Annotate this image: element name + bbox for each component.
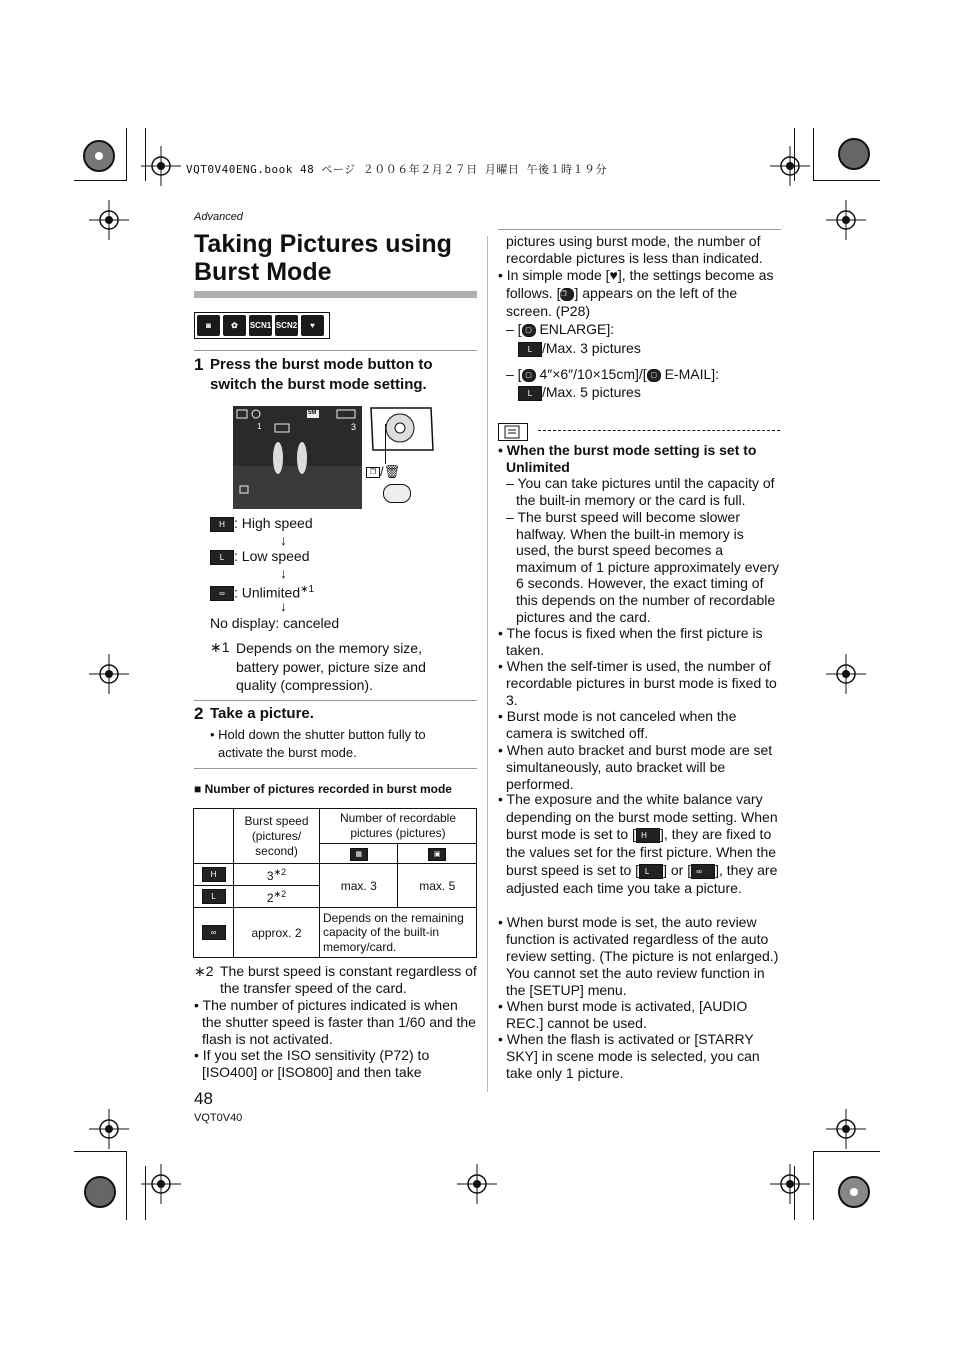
burst-mode-low: L : Low speed xyxy=(210,548,310,565)
bullet: • When burst mode is set, the auto review function is activated regardless of the auto review setting. (The picture is not enlarged.) You cannot set the auto review function in the [SETUP] menu. xyxy=(498,914,779,998)
note-dashes xyxy=(538,430,780,431)
crosshair-icon xyxy=(89,654,129,694)
max-right: max. 5 xyxy=(398,864,477,908)
table-row-high xyxy=(194,864,234,886)
bullet: • When the flash is activated or [STARRY SKY] in scene mode is selected, you can take only 1 picture. xyxy=(498,1031,760,1081)
bullet: • When the self-timer is used, the number of recordable pictures in burst mode is fixed to 3. xyxy=(498,658,777,708)
speed-low: $2^{∗2}$ xyxy=(234,886,320,908)
note-title: • When the burst mode setting is set to Unlimited xyxy=(498,442,757,475)
arrow-down-icon: ↓ xyxy=(280,598,287,614)
footnote-mark: ∗1 xyxy=(210,639,230,655)
size-grid-icon: ▦ xyxy=(320,844,398,864)
heart-icon: ♥ xyxy=(609,267,618,283)
email-max: L /Max. 5 pictures xyxy=(518,384,641,401)
lcd-count: 3 xyxy=(351,422,357,432)
crosshair-icon xyxy=(457,1164,497,1204)
step-2-bullet: • Hold down the shutter button fully to activate the burst mode. xyxy=(210,727,426,760)
divider xyxy=(194,350,477,351)
burst-table xyxy=(193,808,477,958)
exposure-bullet: • The exposure and the white balance vary depending on the burst mode setting. When burst mode is set to [ H ], they are fixed to the values set for the first picture. When the burst speed is set to [ L ] or [ ∞ ], they are adjusted each time you take a picture. xyxy=(498,791,778,896)
burst-unlimited-icon: ∞ xyxy=(210,586,234,601)
pointer-line xyxy=(385,424,386,464)
applicable-modes xyxy=(194,312,330,339)
footnote-mark: ∗2 xyxy=(194,963,214,979)
crosshair-icon xyxy=(141,1164,181,1204)
crosshair-icon xyxy=(141,146,181,186)
bullet: • When burst mode is activated, [AUDIO REC.] cannot be used. xyxy=(498,998,748,1031)
step-number: 2 xyxy=(194,704,204,723)
table-row-unlimited xyxy=(194,908,234,958)
scn1-icon: SCN1 xyxy=(249,315,272,336)
max-left: max. 3 xyxy=(320,864,398,908)
registration-wheel-icon xyxy=(80,1172,120,1212)
divider xyxy=(498,229,781,230)
arrow-down-icon: ↓ xyxy=(280,565,287,581)
burst-mode-none: No display: canceled xyxy=(210,615,340,631)
burst-button[interactable] xyxy=(383,484,411,503)
table-heading: ■ Number of pictures recorded in burst mode xyxy=(194,782,452,796)
crosshair-icon xyxy=(89,1109,129,1149)
size-single-icon: ▣ xyxy=(398,844,477,864)
burst-speed-header: Burst speed (pictures/ second) xyxy=(234,809,320,864)
email-icon: ▢ xyxy=(647,369,661,382)
footnote-1: Depends on the memory size, battery power, picture size and quality (compression). xyxy=(236,640,426,693)
print-header: VQT0V40ENG.book 48 ページ ２００６年２月２７日 月曜日 午後１時１９分 xyxy=(186,163,607,176)
burst-low-icon: L xyxy=(202,889,226,904)
bullet: • When auto bracket and burst mode are set simultaneously, auto bracket will be performed. xyxy=(498,742,773,792)
burst-low-icon: L xyxy=(518,342,542,357)
lcd-size: 5M xyxy=(308,410,317,416)
lcd-number: 1 xyxy=(257,422,262,431)
crosshair-icon xyxy=(770,1164,810,1204)
crosshair-icon xyxy=(770,146,810,186)
bullet: • Burst mode is not canceled when the camera is switched off. xyxy=(498,708,737,741)
burst-high-icon: H xyxy=(636,828,660,843)
trash-icon: 🗑 xyxy=(383,464,401,479)
burst-indicator-icon: ❐ xyxy=(560,288,574,301)
scn2-icon: SCN2 xyxy=(275,315,298,336)
bullet: • The focus is fixed when the first picture is taken. xyxy=(498,625,763,658)
column-separator xyxy=(487,236,488,1092)
note-icon xyxy=(498,423,528,441)
page-number: 48 xyxy=(194,1089,213,1108)
step-2-text: Take a picture. xyxy=(210,705,314,722)
unlimited-note: Depends on the remaining capacity of the built-in memory/card. xyxy=(320,908,477,958)
bullet: • The number of pictures indicated is when the shutter speed is faster than 1/60 and the flash is not activated. xyxy=(194,997,476,1047)
registration-wheel-icon xyxy=(834,134,874,174)
heart-icon: ♥ xyxy=(301,315,324,336)
crosshair-icon xyxy=(826,200,866,240)
burst-low-icon: L xyxy=(210,550,234,565)
model-code: VQT0V40 xyxy=(194,1112,243,1124)
print-size-icon: ▢ xyxy=(522,369,536,382)
crosshair-icon xyxy=(89,200,129,240)
enlarge-icon: ▢ xyxy=(522,324,536,337)
macro-icon: ✿ xyxy=(223,315,246,336)
registration-wheel-icon xyxy=(79,136,119,176)
camera-icon: ◙ xyxy=(197,315,220,336)
burst-low-icon: L xyxy=(639,864,663,879)
burst-high-icon: H xyxy=(210,517,234,532)
divider xyxy=(194,700,477,701)
burst-unlimited-icon: ∞ xyxy=(691,864,715,879)
burst-low-icon: L xyxy=(518,386,542,401)
burst-mode-unlimited: ∞ : Unlimited$^{∗1}$ xyxy=(210,581,314,602)
lcd-screen-illustration xyxy=(233,406,362,509)
footnote-2: The burst speed is constant regardless of the transfer speed of the card. xyxy=(220,963,477,996)
recordable-header: Number of recordable pictures (pictures) xyxy=(320,809,477,844)
simple-mode-bullet: • In simple mode [♥], the settings become as follows. [❐ ] appears on the left of the screen. (P28) xyxy=(498,267,774,319)
burst-unlimited-icon: ∞ xyxy=(202,925,226,940)
camera-back-illustration xyxy=(369,406,435,454)
crosshair-icon xyxy=(826,654,866,694)
note-sub: – The burst speed will become slower halfway. When the built-in memory is used, the burst speed becomes a maximum of 1 picture approximately every 6 seconds. However, the exact timing of this depends on the number of recordable pictures and the card. xyxy=(506,509,779,625)
section-label: Advanced xyxy=(194,211,243,223)
title-underline-bar xyxy=(194,291,477,298)
note-sub: – You can take pictures until the capacity of the built-in memory or the card is full. xyxy=(506,475,775,508)
divider xyxy=(194,768,477,769)
arrow-down-icon: ↓ xyxy=(280,532,287,548)
burst-mode-high: H : High speed xyxy=(210,515,313,532)
bullet: • If you set the ISO sensitivity (P72) to [ISO400] or [ISO800] and then take xyxy=(194,1047,430,1080)
continuation-text: pictures using burst mode, the number of recordable pictures is less than indicated. xyxy=(506,233,763,266)
table-row-low xyxy=(194,886,234,908)
page-title: Taking Pictures using Burst Mode xyxy=(194,230,452,286)
step-1-text: Press the burst mode button to switch the burst mode setting. xyxy=(210,356,433,393)
crosshair-icon xyxy=(826,1109,866,1149)
registration-wheel-icon xyxy=(834,1172,874,1212)
email-option: – [ ▢ 4″×6″/10×15cm]/[ ▢ E-MAIL]: xyxy=(506,366,720,382)
enlarge-max: L /Max. 3 pictures xyxy=(518,340,641,357)
enlarge-option: – [ ▢ ENLARGE]: xyxy=(506,321,615,337)
step-number: 1 xyxy=(194,355,204,374)
burst-high-icon: H xyxy=(202,867,226,882)
burst-icon: ❐ xyxy=(366,467,380,478)
speed-high: $3^{∗2}$ xyxy=(234,864,320,886)
speed-unlimited: approx. 2 xyxy=(234,908,320,958)
burst-delete-button-label: ❐ /🗑 xyxy=(366,464,400,480)
